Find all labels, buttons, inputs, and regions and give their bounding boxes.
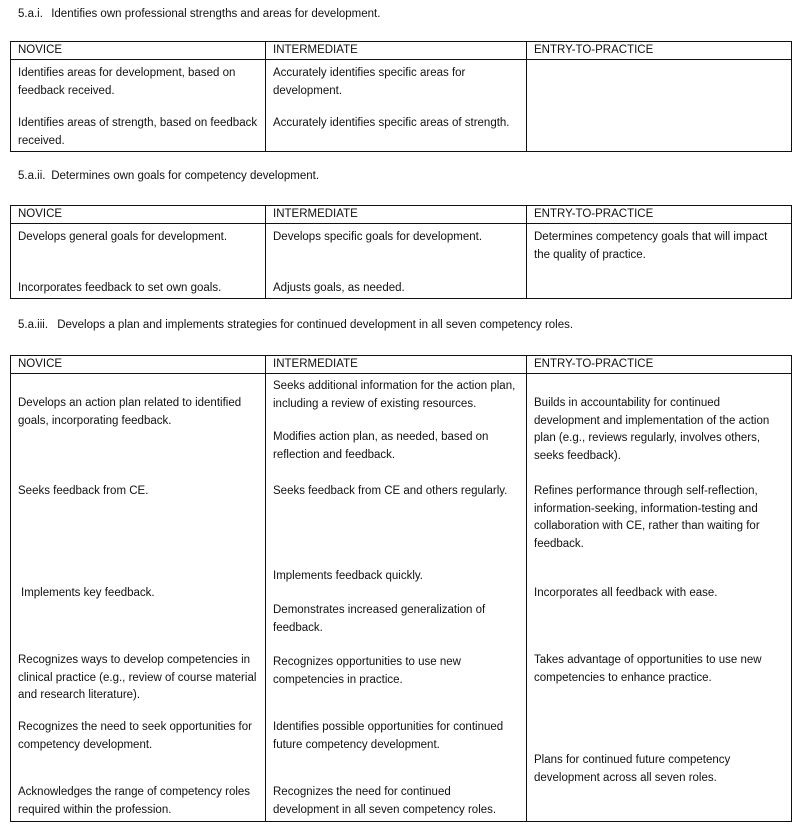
- novice-item: Develops general goals for development.: [18, 231, 228, 243]
- section-heading-5ai: [18, 8, 380, 20]
- section-title: Develops a plan and implements strategies for continued development in all seven competency roles.: [57, 319, 574, 331]
- intermediate-item: Identifies possible opportunities for continued future competency development.: [273, 721, 504, 751]
- entry-item: Refines performance through self-reflection, information-seeking, information-testing and collaboration with CE, rather than waiting for feedback.: [534, 485, 760, 550]
- intermediate-item: Accurately identifies specific areas of strength.: [273, 117, 510, 129]
- intermediate-item: Implements feedback quickly.: [273, 570, 423, 582]
- novice-cell: [11, 60, 266, 152]
- column-header-intermediate: INTERMEDIATE: [266, 206, 527, 224]
- section-heading-5aiii: [18, 319, 573, 331]
- section-code: 5.a.ii.: [18, 170, 46, 182]
- intermediate-item: Seeks feedback from CE and others regularly.: [273, 485, 508, 497]
- entry-item: Determines competency goals that will impact the quality of practice.: [534, 231, 768, 261]
- table-header-row: [11, 356, 792, 374]
- column-header-entry: ENTRY-TO-PRACTICE: [527, 356, 792, 374]
- entry-cell: [527, 224, 792, 299]
- column-header-entry: ENTRY-TO-PRACTICE: [527, 206, 792, 224]
- intermediate-item: Adjusts goals, as needed.: [273, 282, 405, 294]
- section-title: Determines own goals for competency development.: [51, 170, 320, 182]
- column-header-novice: NOVICE: [11, 206, 266, 224]
- intermediate-cell: [266, 374, 527, 822]
- entry-item: Plans for continued future competency development across all seven roles.: [534, 754, 731, 784]
- novice-cell: [11, 374, 266, 822]
- novice-item: Develops an action plan related to identified goals, incorporating feedback.: [18, 397, 242, 427]
- table-row: [11, 374, 792, 822]
- intermediate-item: Develops specific goals for development.: [273, 231, 483, 243]
- intermediate-item: Recognizes opportunities to use new competencies in practice.: [273, 656, 461, 686]
- column-header-novice: NOVICE: [11, 42, 266, 60]
- intermediate-item: Accurately identifies specific areas for development.: [273, 67, 466, 97]
- novice-item: Incorporates feedback to set own goals.: [18, 282, 222, 294]
- entry-cell: [527, 60, 792, 152]
- intermediate-item: Seeks additional information for the action plan, including a review of existing resources.: [273, 380, 516, 410]
- section-title: Identifies own professional strengths and areas for development.: [51, 8, 381, 20]
- section-code: 5.a.iii.: [18, 319, 49, 331]
- section-code: 5.a.i.: [18, 8, 43, 20]
- intermediate-cell: [266, 224, 527, 299]
- table-header-row: [11, 42, 792, 60]
- novice-item: Acknowledges the range of competency roles required within the profession.: [18, 786, 251, 816]
- novice-item: Identifies areas of strength, based on feedback received.: [18, 117, 258, 147]
- rubric-table-5aiii: [10, 355, 792, 822]
- intermediate-item: Demonstrates increased generalization of feedback.: [273, 604, 486, 634]
- novice-item: Identifies areas for development, based on feedback received.: [18, 67, 236, 97]
- rubric-table-5ai: [10, 41, 792, 152]
- table-row: [11, 60, 792, 152]
- novice-item: Recognizes the need to seek opportunities for competency development.: [18, 721, 252, 751]
- table-row: [11, 224, 792, 299]
- intermediate-cell: [266, 60, 527, 152]
- novice-item: Seeks feedback from CE.: [18, 485, 149, 497]
- table-header-row: [11, 206, 792, 224]
- novice-cell: [11, 224, 266, 299]
- column-header-entry: ENTRY-TO-PRACTICE: [527, 42, 792, 60]
- rubric-table-5aii: [10, 205, 792, 299]
- column-header-intermediate: INTERMEDIATE: [266, 42, 527, 60]
- column-header-intermediate: INTERMEDIATE: [266, 356, 527, 374]
- entry-item: Takes advantage of opportunities to use new competencies to enhance practice.: [534, 654, 762, 684]
- intermediate-item: Recognizes the need for continued development in all seven competency roles.: [273, 786, 497, 816]
- entry-item: Incorporates all feedback with ease.: [534, 587, 718, 599]
- novice-item: Implements key feedback.: [21, 587, 155, 599]
- entry-cell: [527, 374, 792, 822]
- intermediate-item: Modifies action plan, as needed, based on reflection and feedback.: [273, 431, 489, 461]
- section-heading-5aii: [18, 170, 319, 182]
- entry-item: Builds in accountability for continued development and implementation of the action plan (e.g., reviews regularly, involves others, seeks feedback).: [534, 397, 770, 462]
- novice-item: Recognizes ways to develop competencies in clinical practice (e.g., review of course material and research literature).: [18, 654, 257, 701]
- column-header-novice: NOVICE: [11, 356, 266, 374]
